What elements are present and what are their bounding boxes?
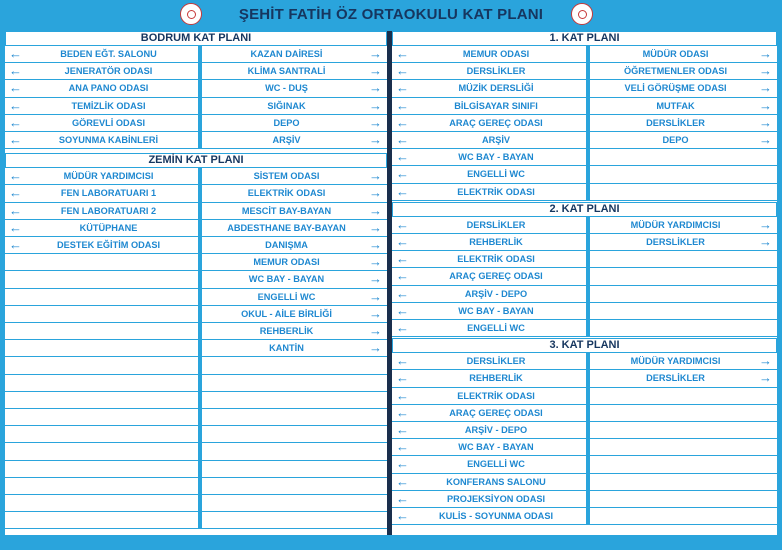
empty-cell [590,439,777,456]
room-entry [392,405,586,422]
room-label: ANA PANO ODASI [68,83,149,94]
room-entry [392,63,586,80]
room-label: DERSLİKLER [646,237,705,247]
arrow-right-icon: → [759,132,772,147]
arrow-left-icon: ← [396,456,409,472]
page-title: ŞEHİT FATİH ÖZ ORTAOKULU KAT PLANI [238,6,544,23]
room-label: MÜDÜR YARDIMCISI [630,219,721,230]
room-entry [590,115,777,132]
room-label: PROJEKSİYON ODASI [446,493,546,504]
arrow-left-icon: ← [396,439,409,455]
room-entry [5,63,198,80]
room-entry [590,46,777,63]
column-separator [586,353,590,525]
room-label: DERSLİKLER [646,117,705,128]
room-label: DANIŞMA [265,240,308,250]
room-label: ENGELLİ WC [467,323,525,333]
arrow-right-icon: → [369,63,382,79]
empty-cell [5,443,198,460]
room-entry [202,132,387,149]
room-label: DEPO [662,135,689,145]
room-entry [5,168,198,185]
arrow-left-icon: ← [9,80,22,96]
room-label: DESTEK EĞİTİM ODASI [56,240,161,250]
arrow-left-icon: ← [396,370,409,386]
empty-cell [202,512,387,529]
bottom-bar [0,538,782,550]
room-label: REHBERLİK [259,326,314,336]
empty-cell [202,409,387,426]
arrow-left-icon: ← [396,473,409,489]
arrow-left-icon: ← [396,234,409,249]
arrow-right-icon: → [369,323,382,338]
room-entry [5,203,198,220]
empty-cell [590,286,777,303]
arrow-left-icon: ← [9,168,22,184]
empty-cell [202,461,387,478]
arrow-left-icon: ← [396,490,409,506]
room-entry [392,149,586,166]
room-label: KÜTÜPHANE [79,222,138,233]
empty-cell [590,508,777,525]
empty-cell [590,456,777,473]
arrow-left-icon: ← [396,216,409,232]
room-label: OKUL - AİLE BİRLİĞİ [241,308,332,319]
arrow-right-icon: → [369,132,382,147]
arrow-left-icon: ← [396,97,409,113]
room-entry [202,237,387,254]
empty-cell [5,495,198,512]
empty-cell [202,426,387,443]
room-label: DERSLİKLER [466,66,526,77]
room-label: ENGELLİ WC [467,169,525,180]
empty-cell [5,306,198,323]
empty-cell [202,495,387,512]
room-entry [392,353,586,370]
section-title: BODRUM KAT PLANI [5,31,387,46]
arrow-right-icon: → [759,234,772,249]
arrow-left-icon: ← [396,149,409,165]
room-entry [392,456,586,473]
room-label: ELEKTRİK ODASI [457,390,535,401]
empty-cell [202,375,387,392]
room-entry [392,132,586,149]
arrow-right-icon: → [369,237,382,252]
arrow-left-icon: ← [396,251,409,267]
room-label: WC - DUŞ [265,83,308,94]
arrow-right-icon: → [759,353,772,369]
room-label: JENERATÖR ODASI [64,66,153,77]
room-entry [590,80,777,97]
room-label: SİSTEM ODASI [253,171,320,182]
empty-cell [5,271,198,288]
arrow-right-icon: → [369,46,382,61]
room-entry [590,353,777,370]
room-entry [590,132,777,149]
arrow-left-icon: ← [9,63,22,79]
arrow-left-icon: ← [396,166,409,182]
arrow-left-icon: ← [396,46,409,61]
room-entry [202,254,387,271]
room-entry [392,370,586,387]
arrow-right-icon: → [369,168,382,184]
room-entry [590,217,777,234]
arrow-right-icon: → [759,46,772,61]
arrow-right-icon: → [369,254,382,270]
room-label: WC BAY - BAYAN [458,305,534,316]
arrow-left-icon: ← [396,320,409,335]
room-label: KULİS - SOYUNMA ODASI [439,511,553,521]
room-entry [202,340,387,357]
empty-cell [590,303,777,320]
column-separator [198,46,202,149]
arrow-right-icon: → [759,80,772,96]
arrow-left-icon: ← [396,132,409,147]
room-entry [392,491,586,508]
room-label: ARAÇ GEREÇ ODASI [449,407,543,418]
room-label: ABDESTHANE BAY-BAYAN [227,222,346,233]
room-label: ELEKTRİK ODASI [457,186,535,197]
arrow-left-icon: ← [396,302,409,318]
room-label: DEPO [273,117,300,128]
empty-cell [590,268,777,285]
room-label: TEMİZLİK ODASI [71,100,146,111]
arrow-left-icon: ← [396,404,409,420]
empty-cell [202,443,387,460]
arrow-right-icon: → [369,185,382,201]
empty-cell [590,149,777,166]
section-title: 2. KAT PLANI [392,202,777,217]
room-label: MESCİT BAY-BAYAN [241,205,332,216]
arrow-right-icon: → [369,202,382,218]
arrow-right-icon: → [759,370,772,386]
room-entry [392,508,586,525]
room-entry [202,46,387,63]
arrow-right-icon: → [369,114,382,130]
empty-cell [5,340,198,357]
room-label: DERSLİKLER [466,356,526,367]
arrow-left-icon: ← [396,80,409,96]
arrow-left-icon: ← [396,353,409,369]
empty-cell [5,478,198,495]
arrow-left-icon: ← [9,185,22,201]
room-entry [392,98,586,115]
room-entry [392,251,586,268]
room-entry [202,203,387,220]
section-title: ZEMİN KAT PLANI [5,153,387,168]
room-label: DERSLİKLER [646,373,705,384]
room-entry [392,46,586,63]
empty-cell [5,409,198,426]
empty-cell [590,320,777,337]
room-label: SIĞINAK [267,100,306,111]
room-entry [392,303,586,320]
room-entry [392,184,586,201]
room-entry [590,370,777,387]
empty-cell [5,512,198,529]
room-label: ARŞİV - DEPO [464,425,528,435]
empty-cell [5,461,198,478]
column-separator [586,217,590,337]
empty-cell [202,357,387,374]
column-separator [198,168,202,529]
room-entry [202,220,387,237]
room-entry [202,185,387,202]
arrow-right-icon: → [369,271,382,287]
empty-cell [5,357,198,374]
arrow-right-icon: → [759,63,772,79]
empty-cell [5,392,198,409]
arrow-left-icon: ← [396,508,409,523]
room-entry [392,286,586,303]
room-entry [392,115,586,132]
room-label: ARŞİV [272,135,301,145]
arrow-right-icon: → [369,305,382,321]
empty-cell [5,375,198,392]
arrow-right-icon: → [759,97,772,113]
room-label: WC BAY - BAYAN [248,274,325,285]
room-label: BEDEN EĞT. SALONU [60,49,157,59]
room-entry [5,132,198,149]
empty-cell [590,491,777,508]
room-entry [5,237,198,254]
room-label: MÜZİK DERSLİĞİ [458,83,534,94]
room-entry [202,63,387,80]
empty-cell [590,405,777,422]
empty-cell [5,323,198,340]
room-entry [590,234,777,251]
room-label: ELEKTRİK ODASI [457,254,535,265]
room-entry [5,46,198,63]
room-entry [392,217,586,234]
room-label: SOYUNMA KABİNLERİ [58,135,159,145]
room-entry [5,115,198,132]
arrow-right-icon: → [369,219,382,235]
arrow-right-icon: → [369,97,382,113]
room-entry [392,80,586,97]
empty-cell [590,251,777,268]
arrow-left-icon: ← [396,63,409,79]
room-label: BİLGİSAYAR SINIFI [454,100,538,111]
room-entry [392,422,586,439]
arrow-left-icon: ← [9,202,22,218]
empty-cell [590,388,777,405]
arrow-left-icon: ← [396,422,409,437]
arrow-left-icon: ← [9,46,22,61]
arrow-left-icon: ← [396,285,409,301]
arrow-left-icon: ← [9,237,22,252]
room-label: REHBERLİK [469,373,523,384]
room-label: KANTİN [269,343,304,354]
room-entry [5,80,198,97]
empty-cell [5,426,198,443]
section-title: 3. KAT PLANI [392,338,777,353]
room-label: MUTFAK [656,100,695,111]
room-label: ARŞİV - DEPO [464,288,528,299]
room-entry [590,98,777,115]
room-label: FEN LABORATUARI 2 [60,205,157,216]
room-label: KONFERANS SALONU [446,476,546,487]
room-entry [5,185,198,202]
room-label: VELİ GÖRÜŞME ODASI [624,83,727,94]
right-panel [392,31,777,535]
empty-cell [590,184,777,201]
arrow-left-icon: ← [396,183,409,199]
arrow-left-icon: ← [396,114,409,130]
empty-cell [202,478,387,495]
arrow-left-icon: ← [9,132,22,147]
room-label: MÜDÜR ODASI [642,49,709,59]
room-label: DERSLİKLER [466,219,526,230]
left-panel [5,31,387,535]
arrow-right-icon: → [369,340,382,356]
arrow-right-icon: → [759,216,772,232]
room-label: ELEKTRİK ODASI [247,188,326,199]
room-entry [392,268,586,285]
arrow-right-icon: → [369,80,382,96]
room-label: ARAÇ GEREÇ ODASI [449,271,543,282]
room-entry [5,220,198,237]
room-entry [392,166,586,183]
arrow-right-icon: → [369,288,382,304]
arrow-left-icon: ← [9,97,22,113]
column-separator [586,46,590,201]
arrow-left-icon: ← [9,219,22,235]
empty-cell [590,474,777,491]
room-entry [392,474,586,491]
room-label: KLİMA SANTRALİ [247,66,326,77]
room-entry [392,439,586,456]
room-label: MÜDÜR YARDIMCISI [630,356,721,367]
empty-cell [590,422,777,439]
room-label: ENGELLİ WC [467,459,525,470]
room-label: WC BAY - BAYAN [458,442,534,453]
section-title: 1. KAT PLANI [392,31,777,46]
room-entry [392,388,586,405]
title-bar [0,0,782,30]
arrow-left-icon: ← [9,114,22,130]
room-label: MÜDÜR YARDIMCISI [63,171,154,182]
arrow-right-icon: → [759,114,772,130]
room-entry [202,80,387,97]
room-entry [5,98,198,115]
room-label: MEMUR ODASI [253,257,320,268]
room-label: FEN LABORATUARI 1 [60,188,157,199]
empty-cell [590,166,777,183]
room-entry [202,289,387,306]
room-label: ARŞİV [481,135,511,145]
room-label: MEMUR ODASI [462,49,530,59]
empty-cell [5,289,198,306]
room-entry [392,234,586,251]
empty-cell [202,392,387,409]
room-label: ÖĞRETMENLER ODASI [623,66,728,77]
room-entry [202,323,387,340]
room-label: KAZAN DAİRESİ [250,49,323,59]
arrow-left-icon: ← [396,387,409,403]
room-label: REHBERLİK [469,237,523,247]
room-entry [202,98,387,115]
room-label: GÖREVLİ ODASI [72,117,145,128]
room-entry [590,63,777,80]
room-label: WC BAY - BAYAN [458,152,534,163]
room-entry [202,115,387,132]
empty-cell [5,254,198,271]
room-entry [392,320,586,337]
room-entry [202,168,387,185]
school-logo-icon [571,3,593,25]
room-entry [202,306,387,323]
room-entry [202,271,387,288]
room-label: ENGELLİ WC [257,291,316,302]
arrow-left-icon: ← [396,268,409,284]
room-label: ARAÇ GEREÇ ODASI [449,117,543,128]
